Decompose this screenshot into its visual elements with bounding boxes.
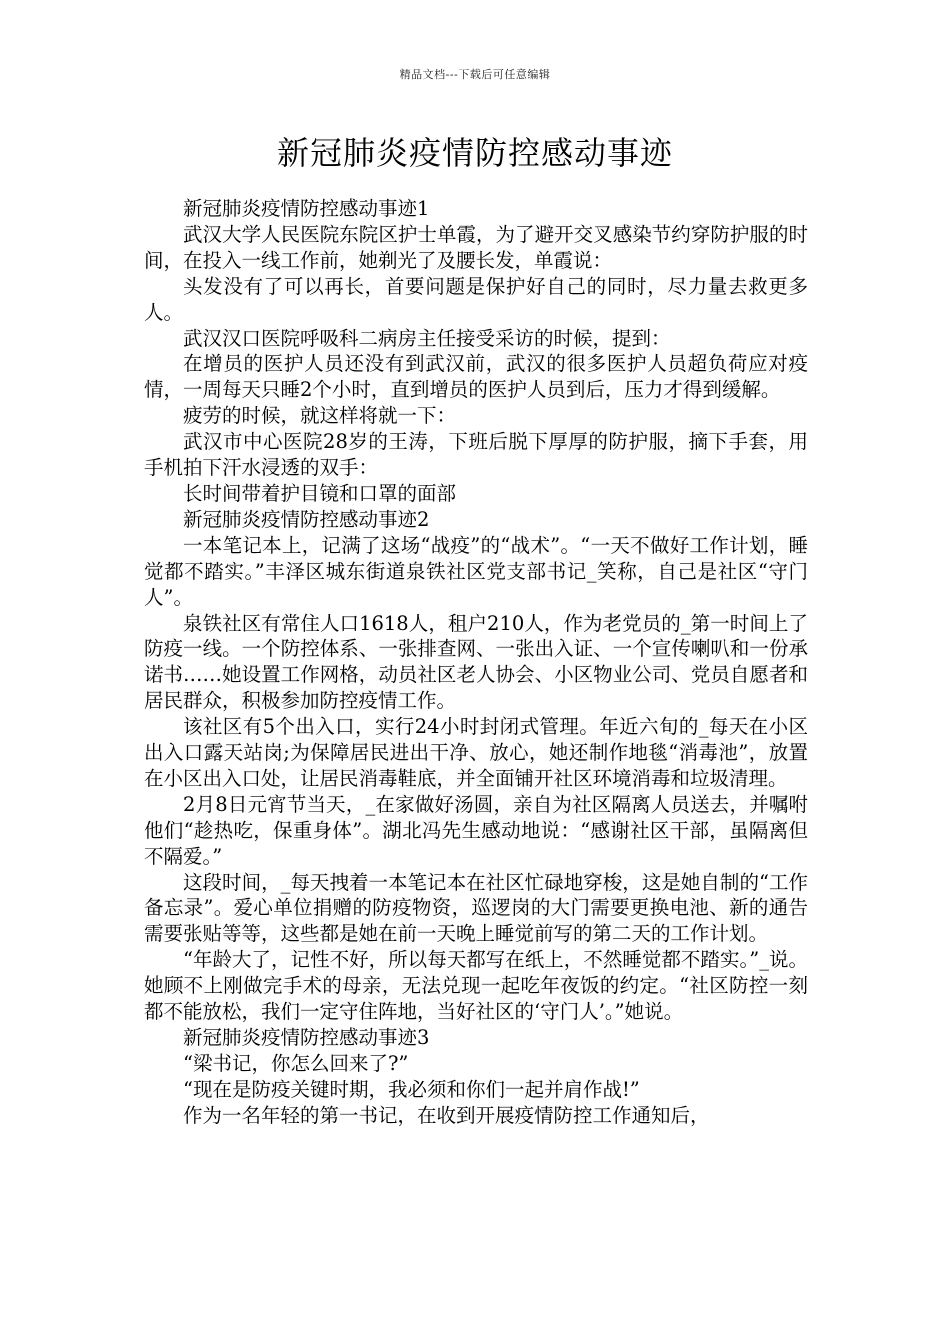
paragraph: 在增员的医护人员还没有到武汉前，武汉的很多医护人员超负荷应对疫情，一周每天只睡2个小时，直到增员的医护人员到后，压力才得到缓解。 [144, 352, 808, 402]
paragraph: 泉铁社区有常住人口1618人，租户210人，作为老党员的_第一时间上了防疫一线。一个防控体系、一张排查网、一张出入证、一个宣传喇叭和一份承诺书……她设置工作网格，动员社区老人协会、小区物业公司、党员自愿者和居民群众，积极参加防控疫情工作。 [144, 611, 808, 713]
paragraph: 武汉市中心医院28岁的王涛，下班后脱下厚厚的防护服，摘下手套，用手机拍下汗水浸透的双手： [144, 430, 808, 480]
paragraph: 这段时间，_每天拽着一本笔记本在社区忙碌地穿梭，这是她自制的“工作备忘录”。爱心单位捐赠的防疫物资，巡逻岗的大门需要更换电池、新的通告需要张贴等等，这些都是她在前一天晚上睡觉前写的第二天的工作计划。 [144, 870, 808, 946]
section-heading-1: 新冠肺炎疫情防控感动事迹1 [183, 197, 430, 220]
paragraph: “现在是防疫关键时期，我必须和你们一起并肩作战!” [183, 1077, 640, 1101]
paragraph: 作为一名年轻的第一书记，在收到开展疫情防控工作通知后， [183, 1103, 710, 1127]
paragraph: 该社区有5个出入口，实行24小时封闭式管理。年近六旬的_每天在小区出入口露天站岗;为保障居民进出干净、放心，她还制作地毯“消毒池”，放置在小区出入口处，让居民消毒鞋底，并全面铺开社区环境消毒和垃圾清理。 [144, 715, 808, 790]
document-header-note: 精品文档---下载后可任意编辑 [399, 68, 551, 81]
paragraph: 武汉汉口医院呼吸科二病房主任接受采访的时候，提到： [183, 326, 671, 350]
paragraph: 武汉大学人民医院东院区护士单霞，为了避开交叉感染节约穿防护服的时间，在投入一线工作前，她剃光了及腰长发，单霞说： [144, 222, 808, 272]
section-heading-2: 新冠肺炎疫情防控感动事迹2 [183, 507, 430, 531]
section-heading-3: 新冠肺炎疫情防控感动事迹3 [183, 1026, 430, 1049]
paragraph: 疲劳的时候，就这样将就一下： [183, 404, 457, 428]
paragraph: 长时间带着护目镜和口罩的面部 [183, 481, 457, 505]
document-body [144, 196, 808, 1129]
paragraph: 2月8日元宵节当天，_在家做好汤圆，亲自为社区隔离人员送去，并嘱咐他们“趁热吃，保重身体”。湖北冯先生感动地说：“感谢社区干部，虽隔离但不隔爱。” [144, 792, 808, 868]
paragraph: “年龄大了，记性不好，所以每天都写在纸上，不然睡觉都不踏实。”_说。她顾不上刚做完手术的母亲，无法兑现一起吃年夜饭的约定。“社区防控一刻都不能放松，我们一定守住阵地，当好社区的‘守门人’。”她说。 [144, 948, 808, 1024]
paragraph: “梁书记，你怎么回来了?” [183, 1051, 409, 1075]
document-title: 新冠肺炎疫情防控感动事迹 [276, 134, 673, 172]
paragraph: 一本笔记本上，记满了这场“战疫”的“战术”。“一天不做好工作计划，睡觉都不踏实。”丰泽区城东街道泉铁社区党支部书记_笑称，自己是社区“守门人”。 [144, 533, 808, 609]
paragraph: 头发没有了可以再长，首要问题是保护好自己的同时，尽力量去救更多人。 [144, 274, 808, 324]
